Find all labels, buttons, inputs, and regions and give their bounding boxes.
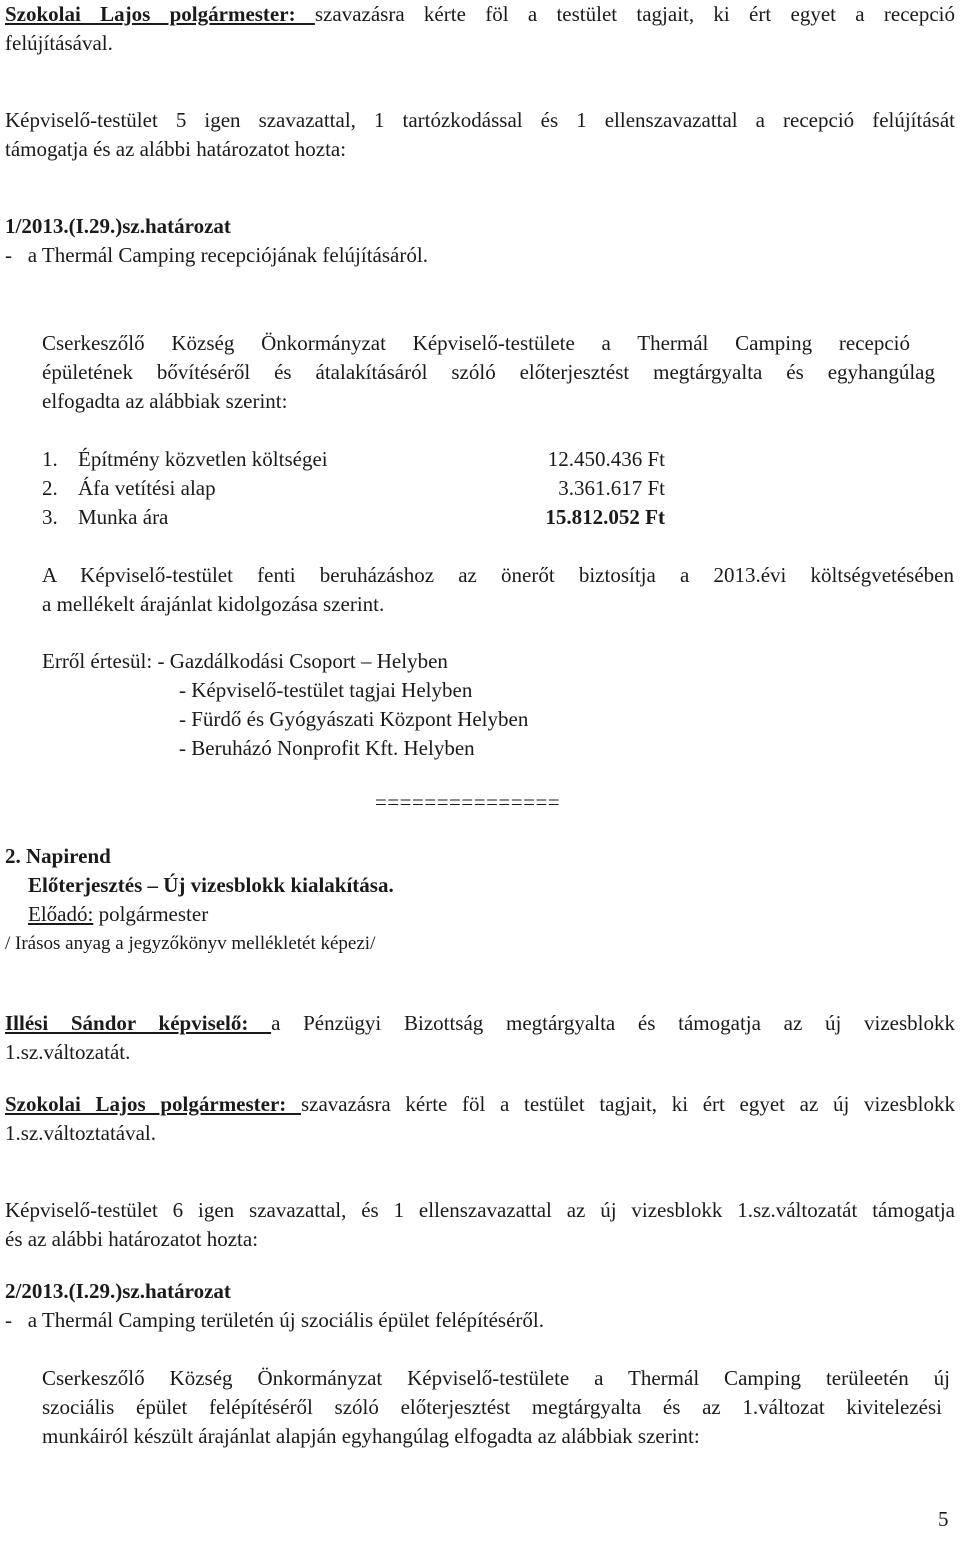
paragraph-text: szavazásra kérte föl a testület tagjait, ki ért egyet az új vizesblokk	[300, 1092, 955, 1116]
separator-line: ===============	[375, 790, 561, 814]
funding-line2: a mellékelt árajánlat kidolgozása szerint.	[42, 592, 385, 616]
resolution-body-2-line1: Cserkeszőlő Község Önkormányzat Képviselő-testülete a Thermál Camping terüleetén új	[42, 1366, 950, 1390]
notify-line-3: - Fürdő és Gyógyászati Központ Helyben	[179, 707, 529, 731]
presenter-label: Előadó:	[28, 902, 94, 926]
cost-item-label: Munka ára	[78, 505, 169, 529]
resolution-subject-1: - a Thermál Camping recepciójának felújításáról.	[5, 243, 428, 267]
notify-line-4: - Beruházó Nonprofit Kft. Helyben	[179, 736, 475, 760]
paragraph-continuation: felújításával.	[5, 31, 113, 55]
resolution-body-1-line1: Cserkeszőlő Község Önkormányzat Képviselő-testülete a Thermál Camping recepció	[42, 331, 910, 355]
resolution-number-2: 2/2013.(I.29.)sz.határozat	[5, 1279, 231, 1303]
paragraph-continuation: 1.sz.változtatával.	[5, 1121, 157, 1145]
agenda-heading: 2. Napirend	[5, 844, 111, 868]
paragraph-text: szavazásra kérte föl a testület tagjait, ki ért egyet a recepció	[314, 2, 955, 26]
resolution-body-2-line3: munkáiról készült árajánlat alapján egyhangúlag elfogadta az alábbiak szerint:	[42, 1424, 700, 1448]
funding-line1: A Képviselő-testület fenti beruházáshoz az önerőt biztosítja a 2013.évi költségvetésében	[42, 563, 954, 587]
paragraph-continuation: 1.sz.változatát.	[5, 1040, 131, 1064]
speaker-name: Illési Sándor képviselő:	[5, 1011, 272, 1035]
speaker-name: Szokolai Lajos polgármester:	[5, 2, 315, 26]
vote-result-2-line2: és az alábbi határozatot hozta:	[5, 1227, 259, 1251]
cost-item-value-total: 15.812.052 Ft	[545, 505, 665, 529]
paragraph-text: a Pénzügyi Bizottság megtárgyalta és támogatja az új vizesblokk	[271, 1011, 955, 1035]
resolution-number-1: 1/2013.(I.29.)sz.határozat	[5, 214, 231, 238]
vote-result-1-line1: Képviselő-testület 5 igen szavazattal, 1 tartózkodással és 1 ellenszavazattal a recepció felújítását	[5, 108, 955, 132]
cost-item-number: 2.	[42, 476, 58, 500]
cost-item	[42, 474, 682, 503]
notify-line-1: Erről értesül: - Gazdálkodási Csoport – Helyben	[42, 649, 448, 673]
resolution-body-2-line2: szociális épület felépítéséről szóló előterjesztést megtárgyalta és az 1.változat kivitelezési	[42, 1395, 942, 1419]
resolution-body-1-line3: elfogadta az alábbiak szerint:	[42, 389, 288, 413]
cost-item	[42, 445, 682, 474]
notify-line-2: - Képviselő-testület tagjai Helyben	[179, 678, 473, 702]
speaker-paragraph-mayor-2	[5, 1090, 955, 1119]
cost-item-value: 3.361.617 Ft	[558, 476, 665, 500]
cost-item-number: 3.	[42, 505, 58, 529]
agenda-title: Előterjesztés – Új vizesblokk kialakítása.	[28, 873, 394, 897]
cost-item	[42, 503, 682, 532]
vote-result-2-line1: Képviselő-testület 6 igen szavazattal, és 1 ellenszavazattal az új vizesblokk 1.sz.változatát támogatja	[5, 1198, 955, 1222]
cost-item-label: Építmény közvetlen költségei	[78, 447, 328, 471]
cost-item-value: 12.450.436 Ft	[547, 447, 665, 471]
agenda-presenter	[28, 900, 208, 929]
presenter-value: polgármester	[93, 902, 209, 926]
page-number: 5	[938, 1507, 949, 1531]
resolution-body-1-line2: épületének bővítéséről és átalakításáról szóló előterjesztést megtárgyalta és egyhangúlag	[42, 360, 935, 384]
speaker-paragraph-illesi	[5, 1009, 955, 1038]
vote-result-1-line2: támogatja és az alábbi határozatot hozta:	[5, 137, 347, 161]
resolution-subject-2: - a Thermál Camping területén új szociális épület felépítéséről.	[5, 1308, 545, 1332]
cost-item-label: Áfa vetítési alap	[78, 476, 216, 500]
speaker-name: Szokolai Lajos polgármester:	[5, 1092, 301, 1116]
speaker-paragraph-mayor-1	[5, 0, 955, 29]
agenda-attachment-note: / Irásos anyag a jegyzőkönyv mellékletét képezi/	[5, 933, 376, 954]
cost-item-number: 1.	[42, 447, 58, 471]
